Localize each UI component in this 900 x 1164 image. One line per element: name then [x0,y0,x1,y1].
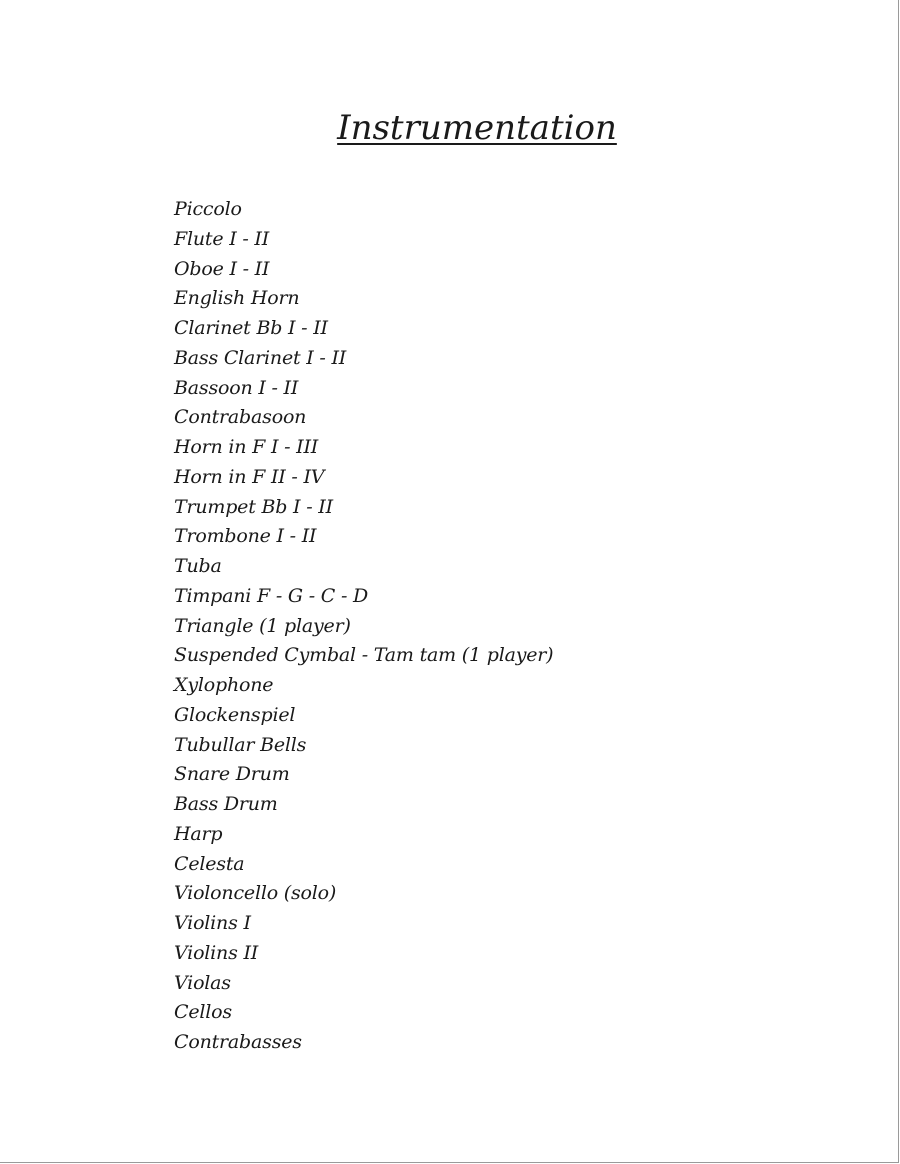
instrument-item: Glockenspiel [174,703,296,726]
instrument-item: Horn in F I - III [174,436,319,458]
instrument-item: Oboe I - II [174,257,270,280]
instrument-item: Contrabasoon [174,406,307,429]
instrument-item: Tuba [174,555,222,577]
instrument-item: Violins I [174,912,251,934]
instrument-item: Triangle (1 player) [174,614,351,637]
instrument-item: Bassoon I - II [174,376,299,399]
instrument-item: English Horn [174,287,300,310]
instrument-item: Trombone I - II [174,525,317,548]
instrument-item: Piccolo [174,198,242,220]
instrument-item: Xylophone [174,674,274,696]
instrument-item: Flute I - II [174,227,270,250]
instrument-item: Violoncello (solo) [174,882,337,905]
instrument-item: Cellos [174,1001,232,1024]
instrument-item: Snare Drum [174,763,290,786]
instrument-item: Timpani F - G - C - D [174,584,369,607]
instrument-item: Violins II [174,941,259,964]
instrument-item: Harp [174,822,223,845]
instrument-item: Suspended Cymbal - Tam tam (1 player) [174,644,554,667]
instrument-item: Bass Clarinet I - II [174,346,347,369]
instrument-item: Tubullar Bells [174,733,307,756]
instrument-item: Horn in F II - IV [174,465,325,488]
instrument-item: Clarinet Bb I - II [174,317,328,339]
instrument-item: Trumpet Bb I - II [174,495,333,518]
page-title: Instrumentation [337,108,617,148]
instrument-item: Contrabasses [174,1031,302,1053]
instrument-list [174,195,553,1058]
instrument-item: Violas [174,971,231,994]
instrument-item: Bass Drum [174,793,278,815]
instrument-item: Celesta [174,852,245,875]
